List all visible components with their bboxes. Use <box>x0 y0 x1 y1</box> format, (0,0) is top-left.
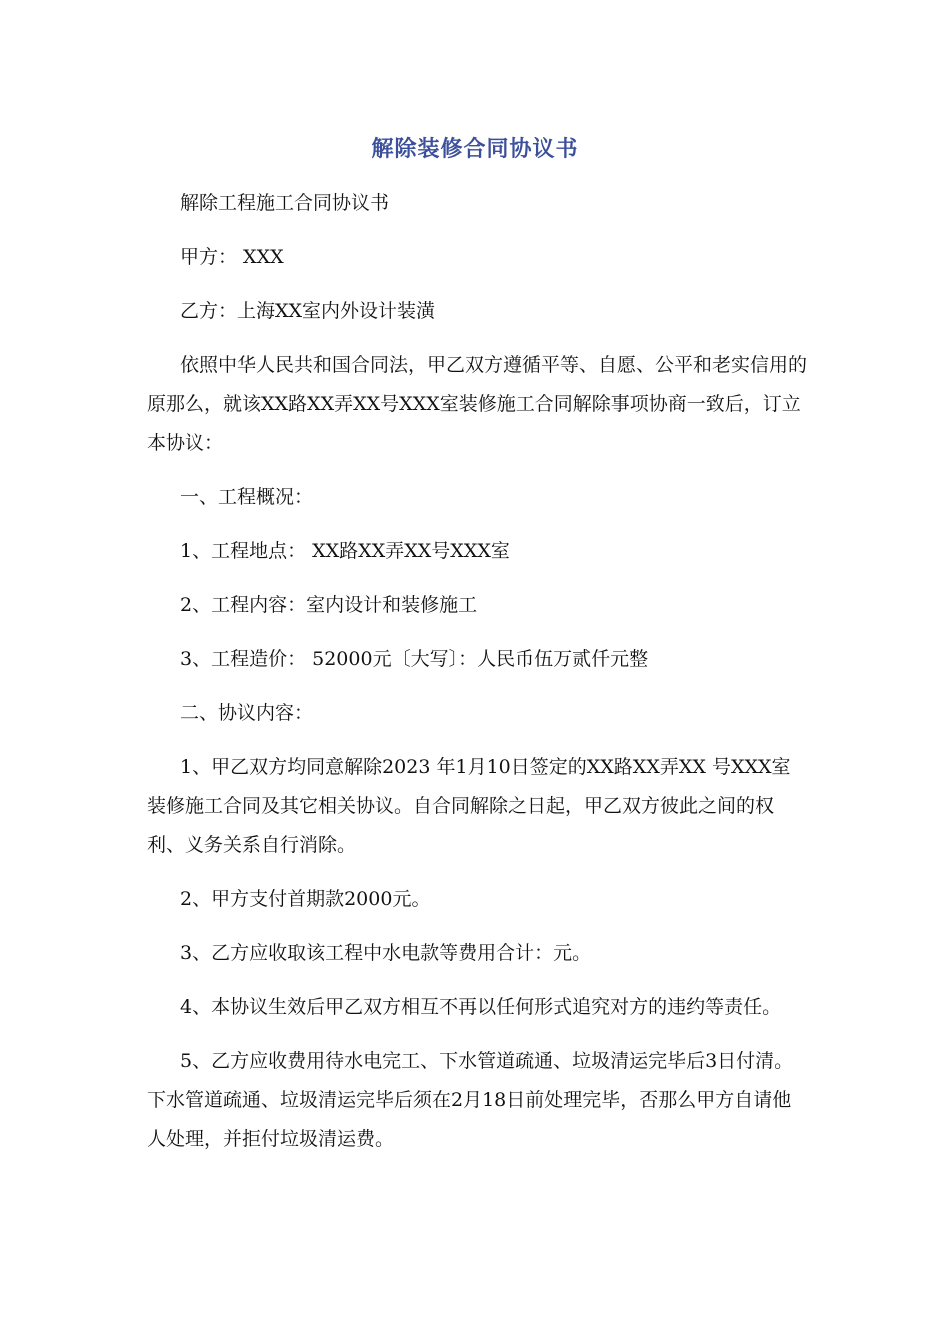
paragraph-clause-1: 1、甲乙双方均同意解除2023 年1月10日签定的XX路XX弄XX 号XXX室装修施工合同及其它相关协议。自合同解除之日起，甲乙双方彼此之间的权利、义务关系自行消除。 <box>147 756 791 856</box>
paragraph-project-location: 1、工程地点： XX路XX弄XX号XXX室 <box>180 540 510 562</box>
paragraph-clause-5: 5、乙方应收费用待水电完工、下水管道疏通、垃圾清运完毕后3日付清。下水管道疏通、垃圾清运完毕后须在2月18日前处理完毕，否那么甲方自请他人处理，并拒付垃圾清运费。 <box>147 1050 794 1150</box>
document-title: 解除装修合同协议书 <box>371 137 579 162</box>
paragraph-clause-3: 3、乙方应收取该工程中水电款等费用合计：元。 <box>180 942 592 964</box>
paragraph-subtitle: 解除工程施工合同协议书 <box>180 192 390 214</box>
paragraph-section-2-heading: 二、协议内容： <box>180 702 314 724</box>
paragraph-project-cost: 3、工程造价： 52000元〔大写〕：人民币伍万贰仟元整 <box>180 648 649 670</box>
paragraph-preamble: 依照中华人民共和国合同法，甲乙双方遵循平等、自愿、公平和老实信用的原那么，就该XX路XX弄XX号XXX室装修施工合同解除事项协商一致后，订立本协议： <box>147 354 808 454</box>
paragraph-clause-4: 4、本协议生效后甲乙双方相互不再以任何形式追究对方的违约等责任。 <box>180 996 782 1018</box>
paragraph-project-content: 2、工程内容：室内设计和装修施工 <box>180 594 478 616</box>
paragraph-clause-2: 2、甲方支付首期款2000元。 <box>180 888 431 910</box>
paragraph-section-1-heading: 一、工程概况： <box>180 486 314 508</box>
paragraph-party-a: 甲方： XXX <box>180 246 284 268</box>
paragraph-party-b: 乙方：上海XX室内外设计装潢 <box>180 300 436 322</box>
document-body <box>147 184 807 1174</box>
